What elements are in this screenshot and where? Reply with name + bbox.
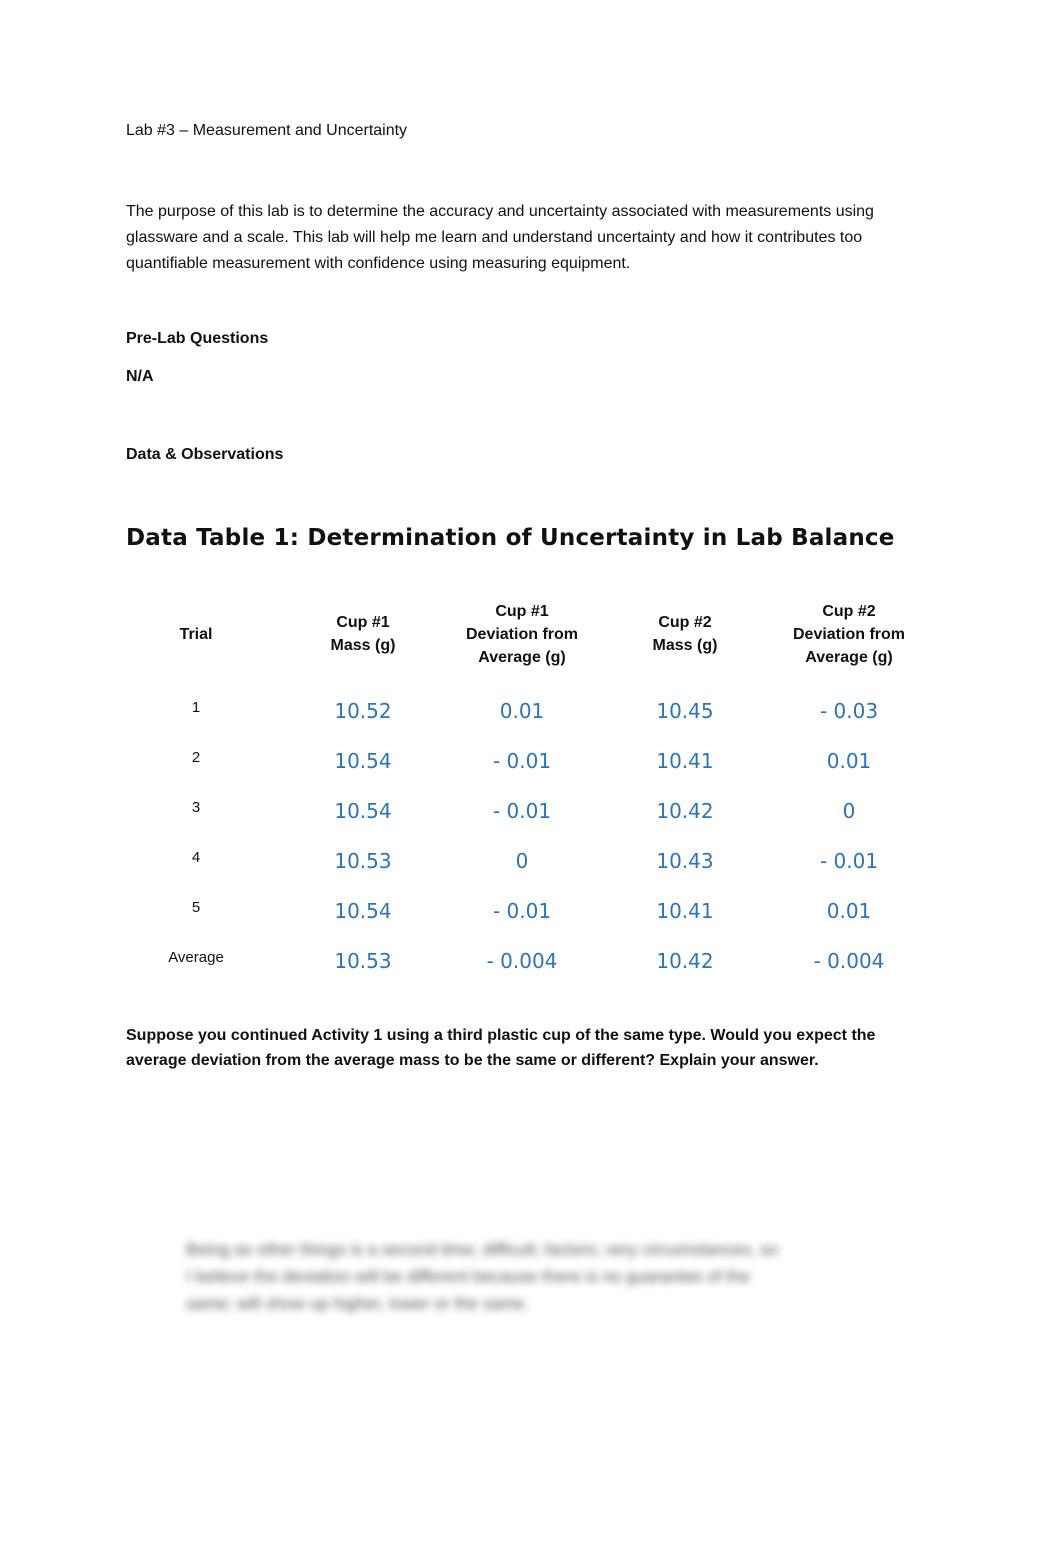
question-text: Suppose you continued Activity 1 using a third plastic cup of the same type. Would you expect the average deviation from the average mass to be the same or different? Explain your answer.: [126, 1027, 876, 1069]
table-row: [120, 736, 940, 786]
cup1-mass-cell: 10.54: [334, 799, 392, 823]
cup1-deviation-cell: - 0.004: [486, 949, 558, 973]
cup2-mass-cell: 10.43: [656, 849, 714, 873]
prelab-heading: Pre-Lab Questions: [126, 330, 269, 347]
header-cup1-mass: Cup #1 Mass (g): [330, 614, 396, 654]
header-cup1-deviation: Cup #1 Deviation from Average (g): [465, 602, 578, 666]
cup2-deviation-cell: - 0.01: [819, 849, 879, 873]
prelab-answer: N/A: [126, 368, 154, 385]
cup2-deviation-cell: 0.01: [826, 749, 872, 773]
table-body: [120, 686, 940, 986]
trial-cell: 1: [191, 698, 201, 716]
cup1-mass-cell: 10.54: [334, 899, 392, 923]
data-observations-heading: Data & Observations: [126, 446, 284, 463]
header-cup2-deviation: Cup #2 Deviation from Average (g): [792, 602, 905, 666]
cup1-mass-cell: 10.54: [334, 749, 392, 773]
header-trial: Trial: [179, 625, 213, 643]
cup2-mass-cell: 10.41: [656, 899, 714, 923]
cup2-mass-cell: 10.45: [656, 699, 714, 723]
cup1-deviation-cell: 0: [515, 849, 529, 873]
trial-cell: 2: [191, 748, 201, 766]
purpose-paragraph: The purpose of this lab is to determine the accuracy and uncertainty associated with measurements using glassware and a scale. This lab will help me learn and understand uncertainty and how it contributes too quantifiable measurement with confidence using measuring equipment.: [126, 203, 874, 272]
trial-cell: Average: [168, 948, 224, 966]
trial-cell: 4: [191, 848, 201, 866]
cup2-deviation-cell: - 0.004: [813, 949, 885, 973]
cup2-mass-cell: 10.42: [656, 799, 714, 823]
table-row: [120, 836, 940, 886]
trial-cell: 5: [191, 898, 201, 916]
table-row-average: [120, 936, 940, 986]
cup1-mass-cell: 10.53: [334, 949, 392, 973]
cup2-mass-cell: 10.41: [656, 749, 714, 773]
cup2-deviation-cell: 0: [842, 799, 856, 823]
table-row: [120, 786, 940, 836]
cup2-mass-cell: 10.42: [656, 949, 714, 973]
table-row: [120, 886, 940, 936]
lab-title: Lab #3 – Measurement and Uncertainty: [126, 122, 408, 139]
table-header-row: [120, 588, 940, 680]
trial-cell: 3: [191, 798, 201, 816]
table-row: [120, 686, 940, 736]
data-table-title: Data Table 1: Determination of Uncertainty in Lab Balance: [126, 525, 895, 551]
cup1-deviation-cell: 0.01: [499, 699, 545, 723]
cup2-deviation-cell: 0.01: [826, 899, 872, 923]
cup1-deviation-cell: - 0.01: [492, 749, 552, 773]
cup1-deviation-cell: - 0.01: [492, 799, 552, 823]
header-cup2-mass: Cup #2 Mass (g): [652, 614, 718, 654]
data-table: [120, 588, 940, 973]
cup2-deviation-cell: - 0.03: [819, 699, 879, 723]
cup1-deviation-cell: - 0.01: [492, 899, 552, 923]
cup1-mass-cell: 10.52: [334, 699, 392, 723]
cup1-mass-cell: 10.53: [334, 849, 392, 873]
blurred-answer-text: Being as other things is a second time; difficult; factors; very circumstances, so I believe the deviation will be different because there is no guarantee of the same; will show up higher, lower or the same.: [186, 1240, 779, 1313]
